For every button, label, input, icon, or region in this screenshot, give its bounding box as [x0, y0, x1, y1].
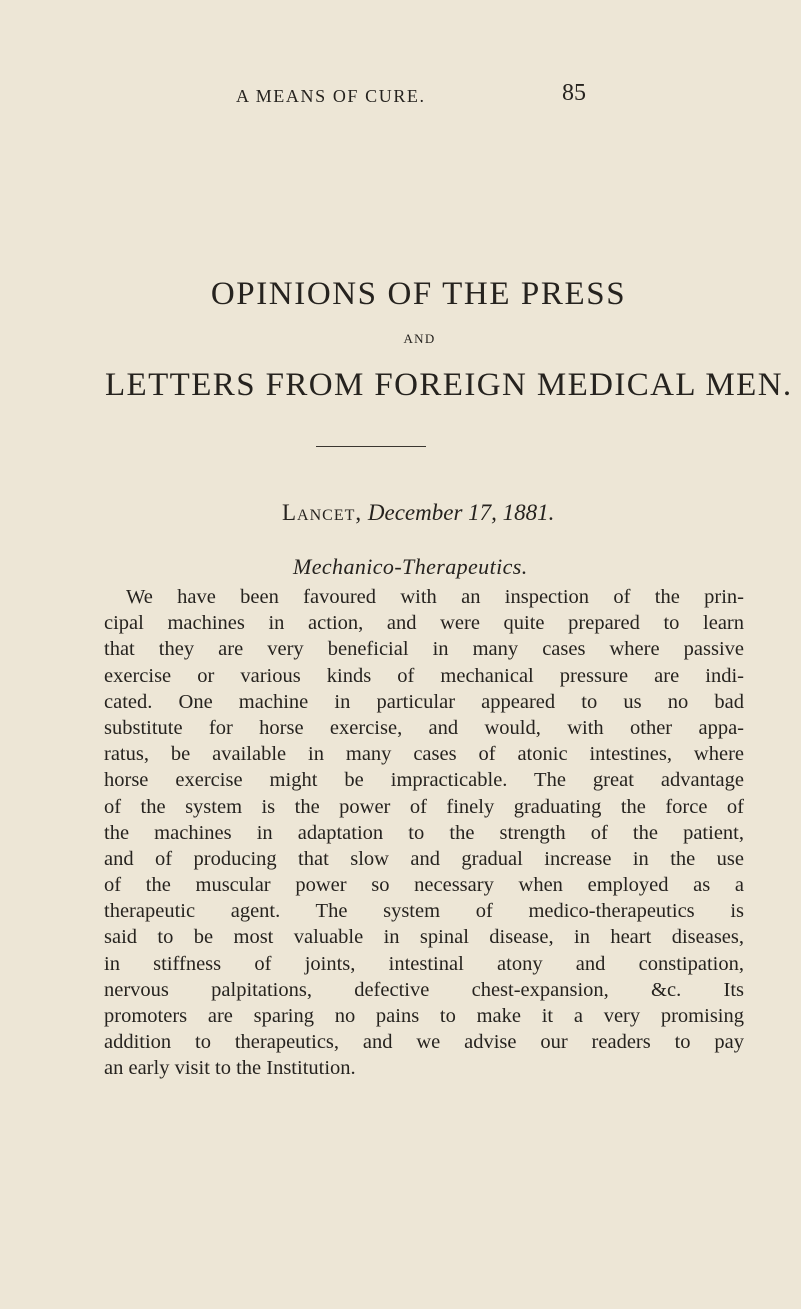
body-line: We have been favoured with an inspection of the prin- [126, 586, 744, 608]
body-line: said to be most valuable in spinal disease, in heart diseases, [104, 926, 744, 949]
body-line: cipal machines in action, and were quite prepared to learn [104, 612, 744, 635]
page-number: 85 [562, 80, 586, 106]
body-line: addition to therapeutics, and we advise our readers to pay [104, 1031, 744, 1054]
source-date: December 17, 1881. [367, 500, 555, 525]
body-line: and of producing that slow and gradual increase in the use [104, 847, 744, 870]
body-line: that they are very beneficial in many cases where passive [104, 638, 744, 661]
section-title: OPINIONS OF THE PRESS [210, 276, 627, 312]
section-subtitle: LETTERS FROM FOREIGN MEDICAL MEN. [105, 367, 793, 403]
body-line: cated. One machine in particular appeared to us no bad [104, 690, 744, 713]
divider-rule [316, 446, 426, 447]
article-body [104, 584, 744, 1082]
body-line: of the muscular power so necessary when employed as a [104, 874, 744, 897]
body-line: of the system is the power of finely graduating the force of [104, 795, 744, 818]
article-subtitle: Mechanico-Therapeutics. [293, 554, 528, 579]
running-head: A MEANS OF CURE. [236, 86, 426, 106]
body-line: ratus, be available in many cases of atonic intestines, where [104, 743, 744, 766]
body-line: an early visit to the Institution. [104, 1057, 356, 1080]
article-source [282, 500, 554, 526]
body-line: substitute for horse exercise, and would, with other appa- [104, 716, 744, 739]
body-line: horse exercise might be impracticable. The great advantage [104, 769, 744, 792]
body-line: therapeutic agent. The system of medico-therapeutics is [104, 900, 744, 923]
section-title-conjunction: AND [403, 331, 436, 346]
body-line: exercise or various kinds of mechanical pressure are indi- [104, 664, 744, 687]
body-line: in stiffness of joints, intestinal atony and constipation, [104, 952, 744, 975]
body-line: the machines in adaptation to the strength of the patient, [104, 821, 744, 844]
source-publication: Lancet, [282, 500, 363, 525]
body-line: nervous palpitations, defective chest-expansion, &c. Its [104, 978, 744, 1001]
body-line: promoters are sparing no pains to make it a very promising [104, 1005, 744, 1027]
